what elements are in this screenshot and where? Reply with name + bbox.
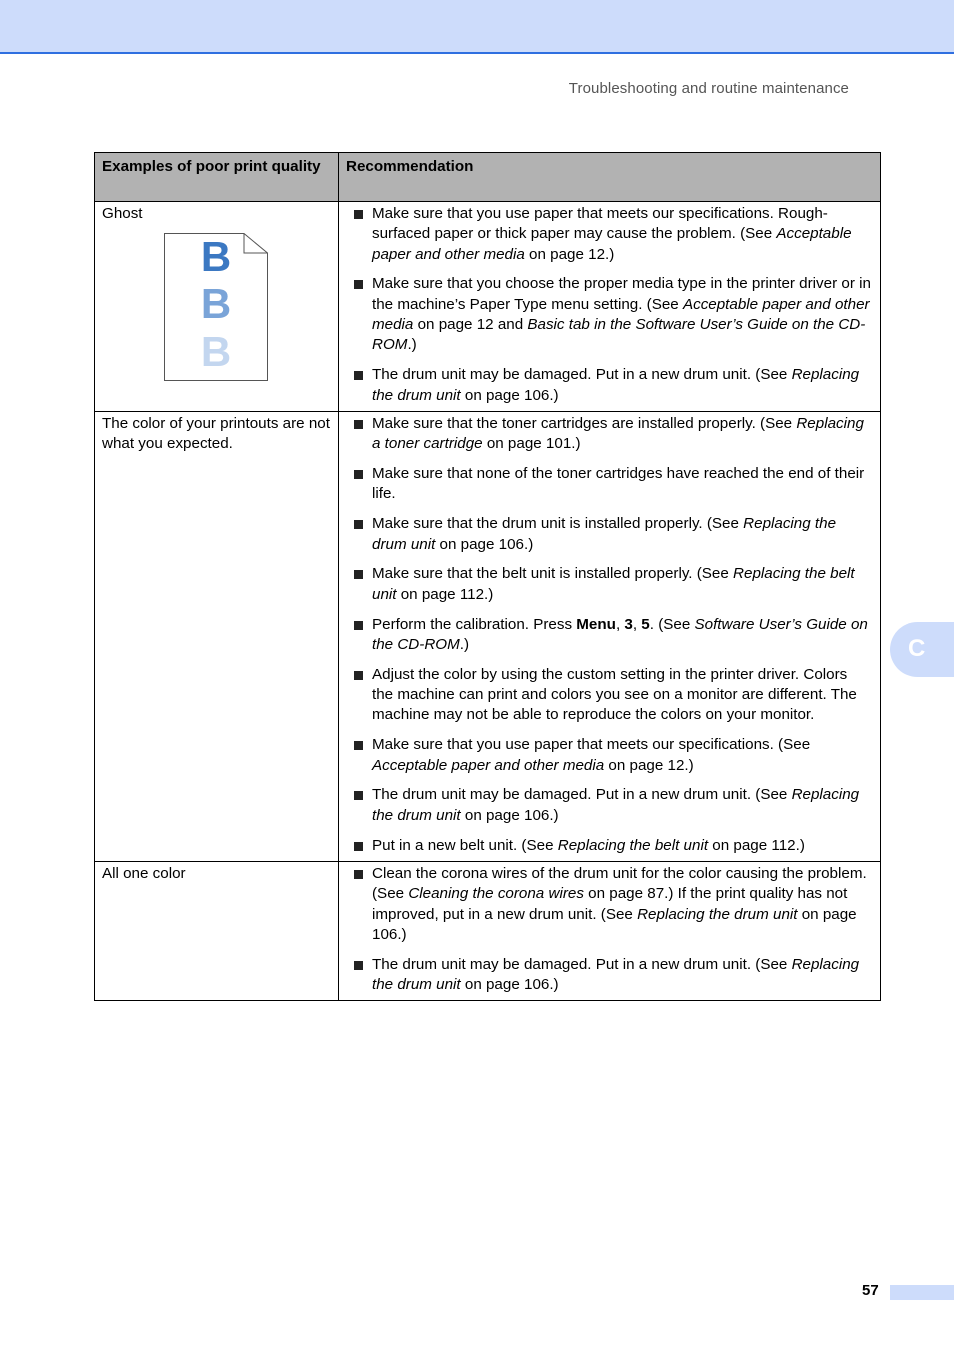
ghost-letter: B	[200, 328, 232, 376]
recommendation-cell	[339, 202, 881, 412]
cross-reference: Acceptable paper and other media	[372, 295, 870, 334]
cross-reference: Replacing a toner cartridge	[372, 414, 864, 453]
recommendation-text: Make sure that none of the toner cartridges have reached the end of their life.	[372, 465, 865, 503]
recommendation-text: on page 101.)	[482, 435, 581, 453]
recommendation-text: on page 87.) If the print quality has not improved, put in a new drum unit. (See	[372, 885, 848, 923]
square-bullet-icon	[354, 570, 363, 579]
category-label: The color of your printouts are not what you expected.	[102, 414, 330, 453]
cross-reference: Basic tab in the Software User’s Guide on the CD-ROM	[372, 316, 866, 354]
recommendation-item	[347, 365, 872, 406]
recommendation-text: Adjust the color by using the custom setting in the printer driver. Colors the machine can print and colors you see on a monitor are different. The machine may not be able to reproduce the colors on your monitor.	[372, 665, 857, 724]
recommendation-text: The drum unit may be damaged. Put in a new drum unit. (See	[372, 786, 792, 804]
recommendation-item	[347, 414, 872, 455]
page-number: 57	[862, 1282, 879, 1299]
cross-reference: Software User’s Guide on the CD-ROM	[372, 615, 868, 653]
cross-reference: Replacing the drum unit	[372, 786, 860, 824]
recommendation-text: on page 12.)	[524, 245, 615, 263]
recommendation-text: on page 106.)	[460, 386, 559, 404]
category-label: Ghost	[102, 205, 143, 222]
cross-reference: Replacing the drum unit	[372, 366, 860, 404]
recommendation-text: ,	[615, 615, 625, 633]
recommendation-text: Make sure that you choose the proper media type in the printer driver or in the machine’s Paper Type menu setting. (See	[372, 275, 871, 313]
cross-reference: Replacing the drum unit	[372, 515, 837, 553]
recommendation-text: Make sure that the drum unit is installed properly. (See	[372, 515, 744, 533]
recommendation-text: The drum unit may be damaged. Put in a new drum unit. (See	[372, 955, 792, 973]
square-bullet-icon	[354, 961, 363, 970]
category-cell	[95, 202, 339, 412]
recommendation-text: Make sure that the belt unit is installed properly. (See	[372, 565, 734, 583]
cross-reference: Replacing the drum unit	[637, 905, 798, 923]
recommendation-item	[347, 665, 872, 726]
category-cell	[95, 861, 339, 1000]
recommendation-item	[347, 204, 872, 265]
recommendation-cell	[339, 861, 881, 1000]
recommendation-item	[347, 615, 872, 656]
recommendation-text: Make sure that the toner cartridges are installed properly. (See	[372, 414, 797, 432]
recommendation-text: Put in a new belt unit. (See	[372, 836, 558, 854]
table-row	[95, 202, 881, 412]
column-header-recommendation: Recommendation	[339, 153, 881, 202]
recommendation-text: .)	[407, 336, 417, 354]
square-bullet-icon	[354, 621, 363, 630]
recommendation-item	[347, 955, 872, 996]
cross-reference: Cleaning the corona wires	[408, 885, 584, 903]
recommendation-text: on page 106.)	[460, 806, 559, 824]
cross-reference: Replacing the drum unit	[372, 955, 860, 994]
header-band	[0, 0, 954, 54]
table-header-row	[95, 153, 881, 202]
recommendation-list	[347, 864, 872, 995]
table-row	[95, 861, 881, 1000]
key-label: 3	[624, 615, 633, 633]
square-bullet-icon	[354, 671, 363, 680]
recommendation-item	[347, 464, 872, 505]
square-bullet-icon	[354, 470, 363, 479]
recommendation-item	[347, 836, 872, 856]
page-number-bar	[890, 1285, 954, 1300]
chapter-tab-letter: C	[908, 635, 926, 662]
recommendation-text: Perform the calibration. Press	[372, 615, 577, 633]
chapter-tab	[890, 622, 954, 677]
key-label: 5	[641, 615, 650, 633]
ghost-letter: B	[200, 280, 232, 328]
recommendation-text: on page 106.)	[435, 535, 534, 553]
running-header: Troubleshooting and routine maintenance	[568, 80, 849, 97]
square-bullet-icon	[354, 280, 363, 289]
recommendation-text: Make sure that you use paper that meets our specifications. Rough-surfaced paper or thick paper may cause the problem. (See	[372, 205, 828, 243]
square-bullet-icon	[354, 741, 363, 750]
recommendation-text: on page 112.)	[708, 836, 805, 854]
category-label: All one color	[102, 864, 186, 882]
recommendation-text: Make sure that you use paper that meets our specifications. (See	[372, 736, 811, 754]
recommendation-text: on page 12 and	[413, 316, 528, 334]
recommendation-list	[347, 414, 872, 856]
recommendation-item	[347, 735, 872, 776]
square-bullet-icon	[354, 420, 363, 429]
recommendation-item	[347, 564, 872, 605]
ghost-sample-image	[164, 233, 270, 381]
recommendation-text: The drum unit may be damaged. Put in a new drum unit. (See	[372, 366, 792, 384]
square-bullet-icon	[354, 371, 363, 380]
square-bullet-icon	[354, 842, 363, 851]
square-bullet-icon	[354, 870, 363, 879]
cross-reference: Replacing the belt unit	[372, 565, 855, 603]
square-bullet-icon	[354, 791, 363, 800]
square-bullet-icon	[354, 520, 363, 529]
recommendation-cell	[339, 411, 881, 861]
recommendation-text: Clean the corona wires of the drum unit for the color causing the problem. (See	[372, 864, 867, 903]
column-header-examples: Examples of poor print quality	[95, 153, 339, 202]
recommendation-text: on page 106.)	[372, 905, 857, 943]
recommendation-text: on page 106.)	[460, 976, 559, 994]
cross-reference: Replacing the belt unit	[557, 836, 709, 854]
recommendation-text: on page 112.)	[396, 585, 494, 603]
recommendation-item	[347, 785, 872, 826]
ghost-letter: B	[200, 233, 232, 281]
recommendation-text: . (See	[649, 615, 695, 633]
cross-reference: Acceptable paper and other media	[372, 225, 852, 263]
recommendation-text: on page 12.)	[604, 756, 694, 774]
square-bullet-icon	[354, 210, 363, 219]
recommendation-list	[347, 204, 872, 406]
troubleshooting-table	[94, 152, 881, 1001]
recommendation-text: ,	[632, 615, 642, 633]
table-row	[95, 411, 881, 861]
recommendation-item	[347, 274, 872, 355]
category-cell	[95, 411, 339, 861]
key-label: Menu	[576, 615, 616, 633]
recommendation-item	[347, 514, 872, 555]
recommendation-item	[347, 864, 872, 945]
recommendation-text: .)	[459, 635, 470, 653]
cross-reference: Acceptable paper and other media	[372, 756, 605, 774]
